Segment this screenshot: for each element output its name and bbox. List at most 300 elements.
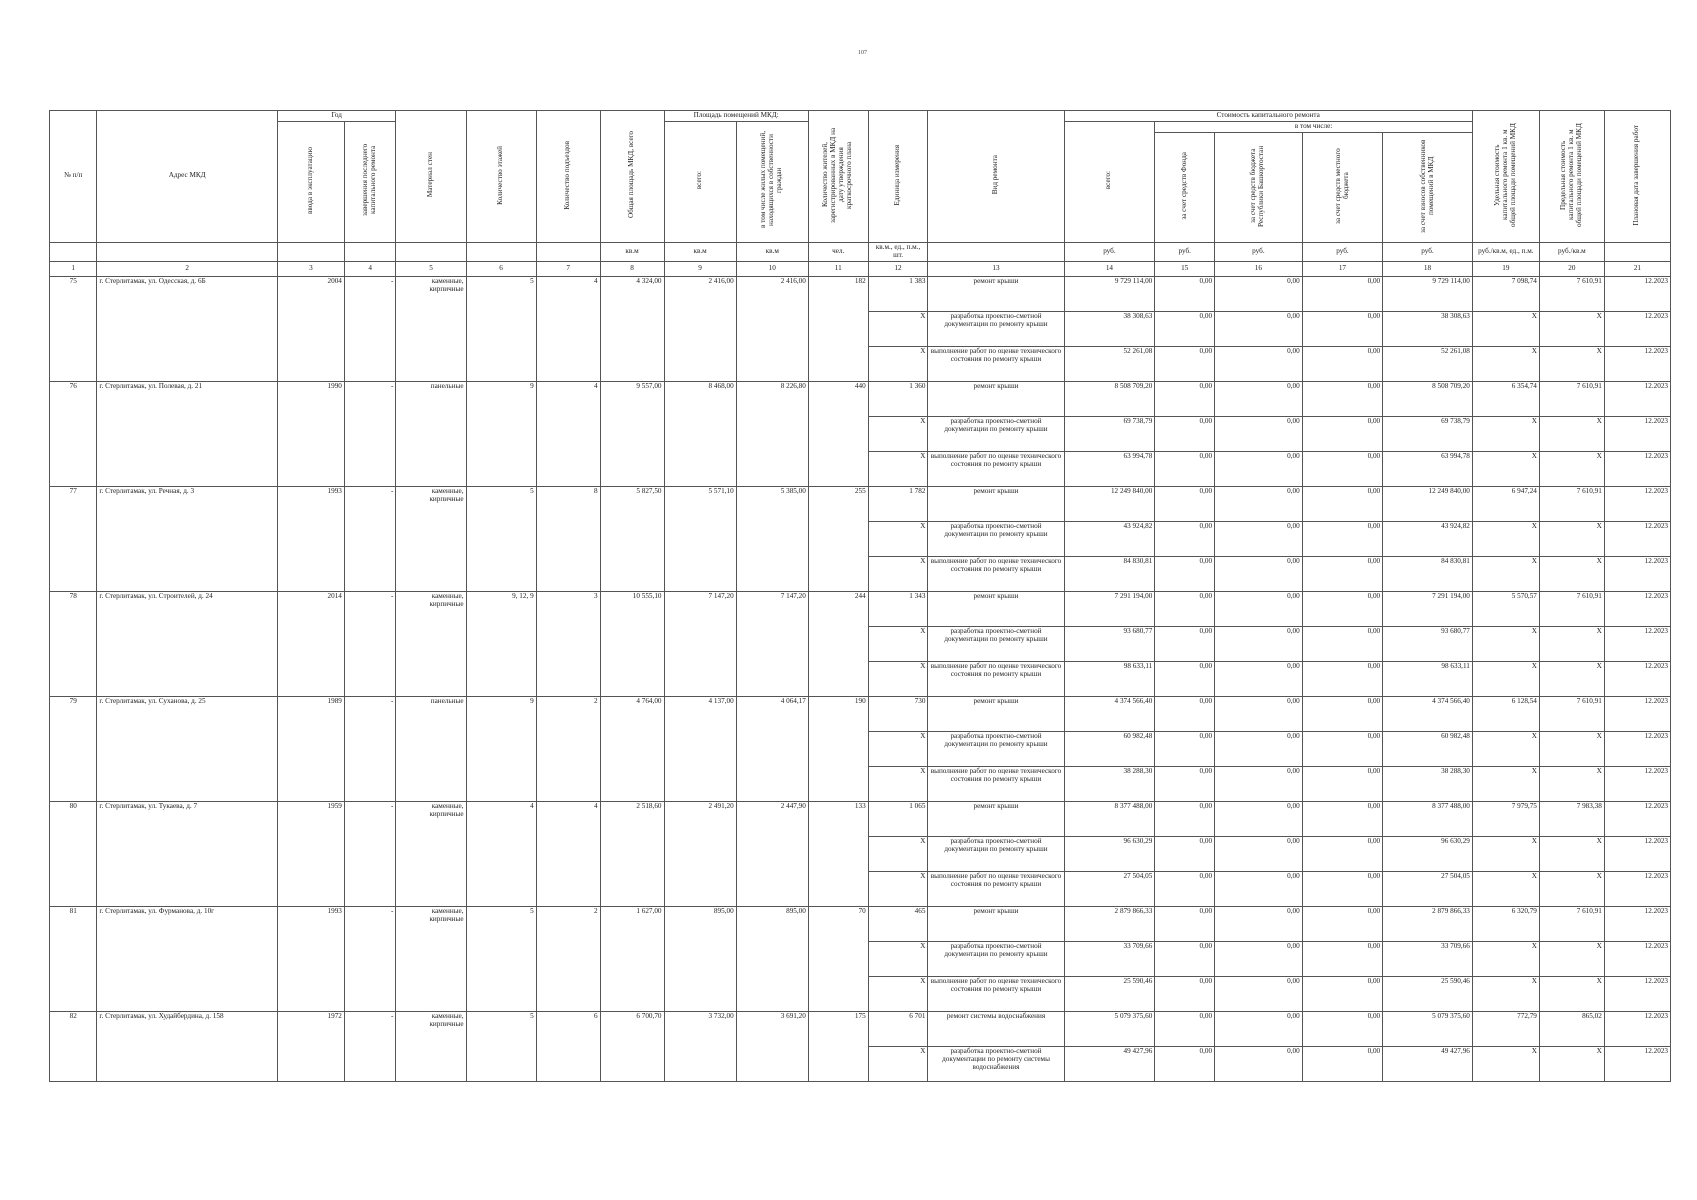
column-number: 10 <box>736 261 808 276</box>
limit-cost-cell: 7 610,91 <box>1539 486 1604 521</box>
specific-cost-cell: 6 128,54 <box>1472 696 1539 731</box>
unit-value-cell: X <box>868 346 928 381</box>
unit-cell: руб. <box>1064 242 1155 261</box>
specific-cost-cell: X <box>1472 941 1539 976</box>
entrances-cell: 6 <box>536 1011 600 1081</box>
unit-value-cell: X <box>868 766 928 801</box>
cost-total-cell: 49 427,96 <box>1064 1046 1155 1081</box>
column-number: 8 <box>600 261 664 276</box>
unit-cell: кв.м <box>600 242 664 261</box>
header-deadline: Плановая дата завершения работ <box>1604 111 1670 243</box>
floors-cell: 9 <box>466 381 536 486</box>
work-type-cell: разработка проектно-сметной документации по ремонту крыши <box>928 311 1064 346</box>
deadline-cell: 12.2023 <box>1604 591 1670 626</box>
limit-cost-cell: X <box>1539 451 1604 486</box>
year-commission-cell: 1990 <box>277 381 344 486</box>
unit-value-cell: X <box>868 941 928 976</box>
limit-cost-cell: X <box>1539 346 1604 381</box>
limit-cost-cell: 7 610,91 <box>1539 591 1604 626</box>
cost-republic-cell: 0,00 <box>1215 661 1303 696</box>
cost-republic-cell: 0,00 <box>1215 871 1303 906</box>
year-commission-cell: 2014 <box>277 591 344 696</box>
column-number: 5 <box>396 261 466 276</box>
address-cell: г. Стерлитамак, ул. Тукаева, д. 7 <box>97 801 277 906</box>
total-area-cell: 2 518,60 <box>600 801 664 906</box>
specific-cost-cell: 7 098,74 <box>1472 276 1539 311</box>
limit-cost-cell: X <box>1539 416 1604 451</box>
limit-cost-cell: 865,02 <box>1539 1011 1604 1046</box>
year-last-repair-cell: - <box>344 381 396 486</box>
cost-total-cell: 8 508 709,20 <box>1064 381 1155 416</box>
cost-total-cell: 43 924,82 <box>1064 521 1155 556</box>
cost-local-cell: 0,00 <box>1302 1011 1382 1046</box>
deadline-cell: 12.2023 <box>1604 346 1670 381</box>
deadline-cell: 12.2023 <box>1604 556 1670 591</box>
cost-local-cell: 0,00 <box>1302 871 1382 906</box>
header-cost-group: Стоимость капитального ремонта <box>1064 111 1472 122</box>
total-area-cell: 5 827,50 <box>600 486 664 591</box>
cost-fund-cell: 0,00 <box>1155 906 1215 941</box>
cost-owners-cell: 33 709,66 <box>1383 941 1473 976</box>
column-number: 2 <box>97 261 277 276</box>
area-owners-cell: 2 447,90 <box>736 801 808 906</box>
cost-total-cell: 4 374 566,40 <box>1064 696 1155 731</box>
unit-cell <box>277 242 344 261</box>
cost-republic-cell: 0,00 <box>1215 1011 1303 1046</box>
unit-cell: руб. <box>1155 242 1215 261</box>
column-number: 11 <box>808 261 868 276</box>
cost-fund-cell: 0,00 <box>1155 591 1215 626</box>
cost-local-cell: 0,00 <box>1302 381 1382 416</box>
unit-value-cell: X <box>868 871 928 906</box>
cost-total-cell: 27 504,05 <box>1064 871 1155 906</box>
cost-owners-cell: 84 830,81 <box>1383 556 1473 591</box>
address-cell: г. Стерлитамак, ул. Фурманова, д. 10г <box>97 906 277 1011</box>
limit-cost-cell: X <box>1539 661 1604 696</box>
header-cost-local: за счет средств местного бюджета <box>1302 132 1382 242</box>
unit-cell: кв.м., ед., п.м., шт. <box>868 242 928 261</box>
header-total-area: Общая площадь МКД, всего <box>600 111 664 243</box>
cost-owners-cell: 96 630,29 <box>1383 836 1473 871</box>
residents-cell: 182 <box>808 276 868 381</box>
year-last-repair-cell: - <box>344 696 396 801</box>
wall-material-cell: каменные, кирпичные <box>396 1011 466 1081</box>
total-area-cell: 1 627,00 <box>600 906 664 1011</box>
year-commission-cell: 1972 <box>277 1011 344 1081</box>
cost-owners-cell: 49 427,96 <box>1383 1046 1473 1081</box>
column-number: 3 <box>277 261 344 276</box>
limit-cost-cell: X <box>1539 1046 1604 1081</box>
cost-owners-cell: 8 377 488,00 <box>1383 801 1473 836</box>
table-row <box>50 276 1671 311</box>
unit-value-cell: X <box>868 976 928 1011</box>
area-total-cell: 4 137,00 <box>664 696 736 801</box>
cost-total-cell: 9 729 114,00 <box>1064 276 1155 311</box>
header-no: № п/п <box>50 111 97 243</box>
cost-local-cell: 0,00 <box>1302 486 1382 521</box>
area-owners-cell: 4 064,17 <box>736 696 808 801</box>
table-body <box>50 276 1671 1081</box>
limit-cost-cell: 7 983,38 <box>1539 801 1604 836</box>
unit-value-cell: X <box>868 1046 928 1081</box>
cost-republic-cell: 0,00 <box>1215 311 1303 346</box>
specific-cost-cell: X <box>1472 346 1539 381</box>
entrances-cell: 4 <box>536 801 600 906</box>
cost-fund-cell: 0,00 <box>1155 976 1215 1011</box>
cost-republic-cell: 0,00 <box>1215 346 1303 381</box>
floors-cell: 5 <box>466 906 536 1011</box>
cost-republic-cell: 0,00 <box>1215 591 1303 626</box>
wall-material-cell: каменные, кирпичные <box>396 906 466 1011</box>
unit-value-cell: 1 782 <box>868 486 928 521</box>
total-area-cell: 10 555,10 <box>600 591 664 696</box>
header-cost-fund: за счет средств Фонда <box>1155 132 1215 242</box>
area-owners-cell: 8 226,80 <box>736 381 808 486</box>
cost-fund-cell: 0,00 <box>1155 276 1215 311</box>
specific-cost-cell: 6 354,74 <box>1472 381 1539 416</box>
floors-cell: 5 <box>466 1011 536 1081</box>
cost-owners-cell: 8 508 709,20 <box>1383 381 1473 416</box>
cost-fund-cell: 0,00 <box>1155 521 1215 556</box>
header-incl-group: в том числе: <box>1155 122 1473 133</box>
table-row <box>50 696 1671 731</box>
header-work-type: Вид ремонта <box>928 111 1064 243</box>
floors-cell: 5 <box>466 276 536 381</box>
cost-republic-cell: 0,00 <box>1215 801 1303 836</box>
header-year-commission: ввода в эксплуатацию <box>277 122 344 243</box>
cost-owners-cell: 63 994,78 <box>1383 451 1473 486</box>
header-floors: Количество этажей <box>466 111 536 243</box>
deadline-cell: 12.2023 <box>1604 941 1670 976</box>
floors-cell: 9 <box>466 696 536 801</box>
unit-cell: кв.м <box>736 242 808 261</box>
unit-cell: руб. <box>1383 242 1473 261</box>
column-number: 14 <box>1064 261 1155 276</box>
year-last-repair-cell: - <box>344 276 396 381</box>
row-number: 80 <box>50 801 97 906</box>
unit-value-cell: X <box>868 451 928 486</box>
cost-total-cell: 5 079 375,60 <box>1064 1011 1155 1046</box>
residents-cell: 70 <box>808 906 868 1011</box>
cost-total-cell: 25 590,46 <box>1064 976 1155 1011</box>
limit-cost-cell: X <box>1539 941 1604 976</box>
entrances-cell: 4 <box>536 381 600 486</box>
address-cell: г. Стерлитамак, ул. Полевая, д. 21 <box>97 381 277 486</box>
year-commission-cell: 2004 <box>277 276 344 381</box>
header-entrances: Количество подъездов <box>536 111 600 243</box>
address-cell: г. Стерлитамак, ул. Строителей, д. 24 <box>97 591 277 696</box>
unit-cell: руб./кв.м <box>1539 242 1604 261</box>
row-number: 82 <box>50 1011 97 1081</box>
area-total-cell: 7 147,20 <box>664 591 736 696</box>
wall-material-cell: каменные, кирпичные <box>396 486 466 591</box>
cost-fund-cell: 0,00 <box>1155 486 1215 521</box>
area-owners-cell: 895,00 <box>736 906 808 1011</box>
cost-fund-cell: 0,00 <box>1155 766 1215 801</box>
column-number: 21 <box>1604 261 1670 276</box>
limit-cost-cell: X <box>1539 521 1604 556</box>
table-row <box>50 486 1671 521</box>
work-type-cell: ремонт крыши <box>928 486 1064 521</box>
column-number: 12 <box>868 261 928 276</box>
column-number: 16 <box>1215 261 1303 276</box>
work-type-cell: ремонт крыши <box>928 906 1064 941</box>
year-last-repair-cell: - <box>344 801 396 906</box>
cost-total-cell: 8 377 488,00 <box>1064 801 1155 836</box>
unit-cell: руб. <box>1302 242 1382 261</box>
unit-value-cell: X <box>868 626 928 661</box>
cost-owners-cell: 98 633,11 <box>1383 661 1473 696</box>
cost-fund-cell: 0,00 <box>1155 836 1215 871</box>
cost-owners-cell: 69 738,79 <box>1383 416 1473 451</box>
cost-total-cell: 96 630,29 <box>1064 836 1155 871</box>
header-residents: Количество жителей, зарегистрированных в МКД на дату утверждения краткосрочного плана <box>808 111 868 243</box>
work-type-cell: ремонт крыши <box>928 381 1064 416</box>
deadline-cell: 12.2023 <box>1604 1046 1670 1081</box>
specific-cost-cell: 6 947,24 <box>1472 486 1539 521</box>
cost-local-cell: 0,00 <box>1302 626 1382 661</box>
unit-value-cell: X <box>868 731 928 766</box>
year-commission-cell: 1959 <box>277 801 344 906</box>
cost-owners-cell: 60 982,48 <box>1383 731 1473 766</box>
cost-local-cell: 0,00 <box>1302 836 1382 871</box>
work-type-cell: разработка проектно-сметной документации по ремонту крыши <box>928 521 1064 556</box>
work-type-cell: разработка проектно-сметной документации по ремонту крыши <box>928 731 1064 766</box>
header-area-total: всего: <box>664 122 736 243</box>
unit-cell <box>97 242 277 261</box>
unit-value-cell: X <box>868 661 928 696</box>
floors-cell: 4 <box>466 801 536 906</box>
cost-owners-cell: 93 680,77 <box>1383 626 1473 661</box>
specific-cost-cell: X <box>1472 556 1539 591</box>
cost-local-cell: 0,00 <box>1302 591 1382 626</box>
cost-local-cell: 0,00 <box>1302 766 1382 801</box>
year-last-repair-cell: - <box>344 591 396 696</box>
cost-fund-cell: 0,00 <box>1155 346 1215 381</box>
year-commission-cell: 1993 <box>277 906 344 1011</box>
column-number: 9 <box>664 261 736 276</box>
limit-cost-cell: X <box>1539 731 1604 766</box>
cost-total-cell: 98 633,11 <box>1064 661 1155 696</box>
unit-value-cell: 465 <box>868 906 928 941</box>
specific-cost-cell: 7 979,75 <box>1472 801 1539 836</box>
unit-value-cell: 1 343 <box>868 591 928 626</box>
cost-fund-cell: 0,00 <box>1155 661 1215 696</box>
entrances-cell: 8 <box>536 486 600 591</box>
deadline-cell: 12.2023 <box>1604 381 1670 416</box>
column-number: 18 <box>1383 261 1473 276</box>
cost-republic-cell: 0,00 <box>1215 976 1303 1011</box>
header-specific-cost: Удельная стоимость капитального ремонта 1 кв. м общей площади помещений МКД <box>1472 111 1539 243</box>
cost-fund-cell: 0,00 <box>1155 871 1215 906</box>
cost-republic-cell: 0,00 <box>1215 521 1303 556</box>
unit-value-cell: X <box>868 836 928 871</box>
total-area-cell: 9 557,00 <box>600 381 664 486</box>
specific-cost-cell: X <box>1472 871 1539 906</box>
cost-republic-cell: 0,00 <box>1215 416 1303 451</box>
total-area-cell: 6 700,70 <box>600 1011 664 1081</box>
cost-fund-cell: 0,00 <box>1155 1011 1215 1046</box>
wall-material-cell: панельные <box>396 696 466 801</box>
specific-cost-cell: X <box>1472 976 1539 1011</box>
cost-local-cell: 0,00 <box>1302 521 1382 556</box>
column-number: 1 <box>50 261 97 276</box>
area-total-cell: 3 732,00 <box>664 1011 736 1081</box>
column-number: 13 <box>928 261 1064 276</box>
work-type-cell: разработка проектно-сметной документации по ремонту системы водоснабжения <box>928 1046 1064 1081</box>
cost-total-cell: 60 982,48 <box>1064 731 1155 766</box>
area-owners-cell: 7 147,20 <box>736 591 808 696</box>
cost-local-cell: 0,00 <box>1302 696 1382 731</box>
cost-total-cell: 2 879 866,33 <box>1064 906 1155 941</box>
residents-cell: 175 <box>808 1011 868 1081</box>
limit-cost-cell: X <box>1539 871 1604 906</box>
work-type-cell: ремонт крыши <box>928 801 1064 836</box>
column-number-row <box>50 261 1671 276</box>
cost-owners-cell: 38 288,30 <box>1383 766 1473 801</box>
header-area-owners: в том числе жилых помещений, находящихся в собственности граждан <box>736 122 808 243</box>
deadline-cell: 12.2023 <box>1604 871 1670 906</box>
cost-total-cell: 33 709,66 <box>1064 941 1155 976</box>
limit-cost-cell: X <box>1539 556 1604 591</box>
cost-fund-cell: 0,00 <box>1155 416 1215 451</box>
wall-material-cell: каменные, кирпичные <box>396 276 466 381</box>
limit-cost-cell: X <box>1539 766 1604 801</box>
cost-republic-cell: 0,00 <box>1215 696 1303 731</box>
cost-fund-cell: 0,00 <box>1155 451 1215 486</box>
deadline-cell: 12.2023 <box>1604 311 1670 346</box>
unit-value-cell: X <box>868 416 928 451</box>
entrances-cell: 2 <box>536 906 600 1011</box>
unit-cell <box>50 242 97 261</box>
unit-value-cell: X <box>868 521 928 556</box>
cost-local-cell: 0,00 <box>1302 661 1382 696</box>
floors-cell: 9, 12, 9 <box>466 591 536 696</box>
limit-cost-cell: 7 610,91 <box>1539 381 1604 416</box>
unit-value-cell: 730 <box>868 696 928 731</box>
residents-cell: 244 <box>808 591 868 696</box>
row-number: 79 <box>50 696 97 801</box>
specific-cost-cell: X <box>1472 416 1539 451</box>
area-owners-cell: 3 691,20 <box>736 1011 808 1081</box>
cost-owners-cell: 25 590,46 <box>1383 976 1473 1011</box>
cost-owners-cell: 43 924,82 <box>1383 521 1473 556</box>
specific-cost-cell: X <box>1472 766 1539 801</box>
cost-fund-cell: 0,00 <box>1155 626 1215 661</box>
table-row <box>50 381 1671 416</box>
area-total-cell: 2 491,20 <box>664 801 736 906</box>
unit-value-cell: 6 701 <box>868 1011 928 1046</box>
cost-total-cell: 69 738,79 <box>1064 416 1155 451</box>
unit-cell <box>928 242 1064 261</box>
year-commission-cell: 1989 <box>277 696 344 801</box>
cost-local-cell: 0,00 <box>1302 1046 1382 1081</box>
table-row <box>50 591 1671 626</box>
row-number: 75 <box>50 276 97 381</box>
area-owners-cell: 5 385,00 <box>736 486 808 591</box>
work-type-cell: ремонт системы водоснабжения <box>928 1011 1064 1046</box>
wall-material-cell: каменные, кирпичные <box>396 801 466 906</box>
cost-fund-cell: 0,00 <box>1155 941 1215 976</box>
cost-republic-cell: 0,00 <box>1215 381 1303 416</box>
cost-republic-cell: 0,00 <box>1215 941 1303 976</box>
repair-plan-table <box>49 110 1671 1082</box>
header-year-last-repair: завершения последнего капитального ремонта <box>344 122 396 243</box>
column-number: 4 <box>344 261 396 276</box>
total-area-cell: 4 764,00 <box>600 696 664 801</box>
cost-owners-cell: 12 249 840,00 <box>1383 486 1473 521</box>
column-number: 6 <box>466 261 536 276</box>
cost-republic-cell: 0,00 <box>1215 486 1303 521</box>
cost-local-cell: 0,00 <box>1302 311 1382 346</box>
header-year-group: Год <box>277 111 396 122</box>
cost-owners-cell: 7 291 194,00 <box>1383 591 1473 626</box>
work-type-cell: разработка проектно-сметной документации по ремонту крыши <box>928 941 1064 976</box>
cost-republic-cell: 0,00 <box>1215 906 1303 941</box>
deadline-cell: 12.2023 <box>1604 661 1670 696</box>
residents-cell: 255 <box>808 486 868 591</box>
cost-local-cell: 0,00 <box>1302 906 1382 941</box>
year-last-repair-cell: - <box>344 486 396 591</box>
limit-cost-cell: 7 610,91 <box>1539 276 1604 311</box>
page-number: 107 <box>858 50 867 56</box>
table-row <box>50 906 1671 941</box>
cost-total-cell: 7 291 194,00 <box>1064 591 1155 626</box>
entrances-cell: 3 <box>536 591 600 696</box>
work-type-cell: выполнение работ по оценке технического состояния по ремонту крыши <box>928 556 1064 591</box>
cost-republic-cell: 0,00 <box>1215 1046 1303 1081</box>
cost-total-cell: 12 249 840,00 <box>1064 486 1155 521</box>
cost-owners-cell: 9 729 114,00 <box>1383 276 1473 311</box>
header-cost-republic: за счет средств бюджета Республики Башкортостан <box>1215 132 1303 242</box>
specific-cost-cell: 5 570,57 <box>1472 591 1539 626</box>
specific-cost-cell: X <box>1472 521 1539 556</box>
cost-local-cell: 0,00 <box>1302 451 1382 486</box>
column-number: 17 <box>1302 261 1382 276</box>
cost-total-cell: 38 288,30 <box>1064 766 1155 801</box>
cost-fund-cell: 0,00 <box>1155 381 1215 416</box>
unit-cell: руб. <box>1215 242 1303 261</box>
deadline-cell: 12.2023 <box>1604 276 1670 311</box>
header-cost-total: всего: <box>1064 122 1155 243</box>
header-limit-cost: Предельная стоимость капитального ремонта 1 кв. м общей площади помещений МКД <box>1539 111 1604 243</box>
deadline-cell: 12.2023 <box>1604 906 1670 941</box>
residents-cell: 190 <box>808 696 868 801</box>
cost-total-cell: 93 680,77 <box>1064 626 1155 661</box>
work-type-cell: выполнение работ по оценке технического состояния по ремонту крыши <box>928 766 1064 801</box>
year-last-repair-cell: - <box>344 1011 396 1081</box>
limit-cost-cell: X <box>1539 626 1604 661</box>
cost-total-cell: 38 308,63 <box>1064 311 1155 346</box>
deadline-cell: 12.2023 <box>1604 801 1670 836</box>
specific-cost-cell: X <box>1472 731 1539 766</box>
entrances-cell: 4 <box>536 276 600 381</box>
column-number: 7 <box>536 261 600 276</box>
work-type-cell: ремонт крыши <box>928 276 1064 311</box>
total-area-cell: 4 324,00 <box>600 276 664 381</box>
cost-fund-cell: 0,00 <box>1155 1046 1215 1081</box>
deadline-cell: 12.2023 <box>1604 976 1670 1011</box>
work-type-cell: разработка проектно-сметной документации по ремонту крыши <box>928 836 1064 871</box>
deadline-cell: 12.2023 <box>1604 626 1670 661</box>
work-type-cell: ремонт крыши <box>928 591 1064 626</box>
cost-republic-cell: 0,00 <box>1215 276 1303 311</box>
header-address: Адрес МКД <box>97 111 277 243</box>
area-total-cell: 8 468,00 <box>664 381 736 486</box>
column-number: 19 <box>1472 261 1539 276</box>
work-type-cell: выполнение работ по оценке технического состояния по ремонту крыши <box>928 976 1064 1011</box>
specific-cost-cell: X <box>1472 626 1539 661</box>
